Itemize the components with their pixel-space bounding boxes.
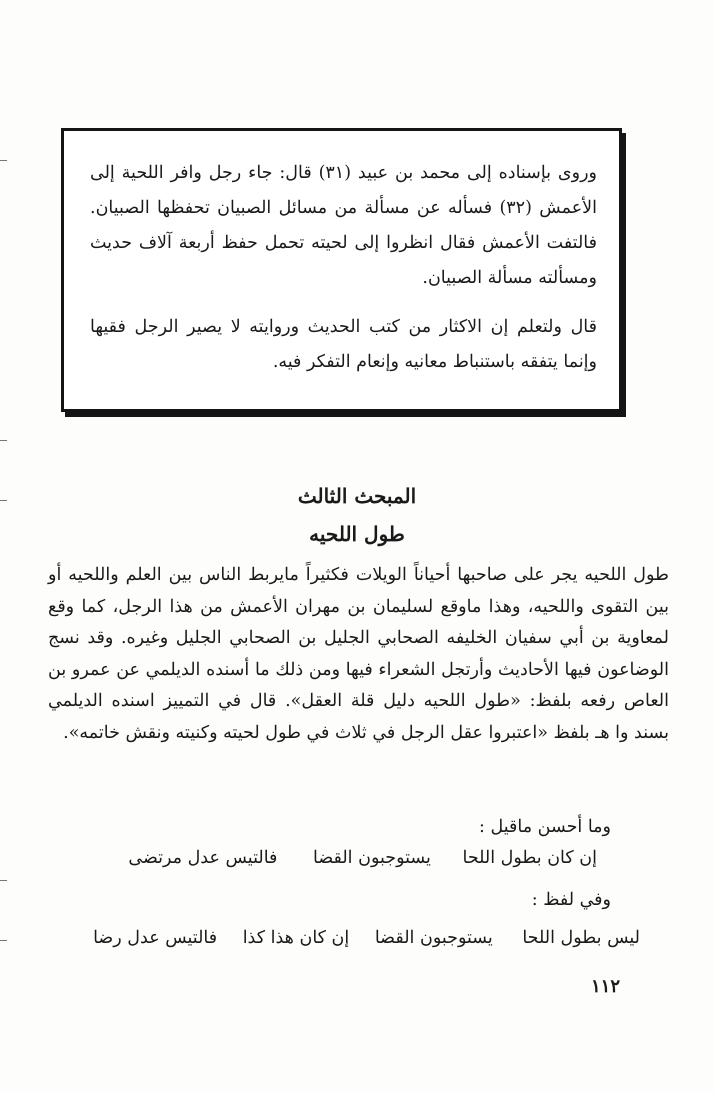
section-subtitle: طول اللحيه	[309, 522, 405, 546]
verse-2	[93, 928, 640, 948]
verse-1-part-2: يستوجبون القضا	[312, 848, 431, 868]
verse-1	[128, 848, 597, 868]
verse-1-part-3: فالتيس عدل مرتضى	[128, 848, 278, 868]
verse-2-part-3: إن كان هذا كذا	[242, 928, 350, 948]
quote-intro: وما أحسن ماقيل :	[479, 817, 611, 837]
verse-2-part-2: يستوجبون القضا	[374, 928, 493, 948]
body-paragraph: طول اللحيه يجر على صاحبها أحياناً الويلات فكثيراً مايربط الناس بين العلم واللحيه أو بين التقوى واللحيه، وهذا ماوقع لسليمان بن مهران الأعمش من هذا الرجل، كما وقع لمعاوية بن أبي سفيان الخليفه الصحابي الجليل بن الصحابي الجليل وغيره. وقد نسج الوضاعون فيها الأحاديث وأرتجل الشعراء فيها ومن ذلك ما أسنده الديلمي عن عمرو بن العاص رفعه بلفظ: «طول اللحيه دليل قلة العقل». قال في التمييز اسنده الديلمي بسند وا هـ بلفظ «اعتبروا عقل الرجل في ثلاث في طول لحيته وكنيته ونقش خاتمه».	[48, 565, 669, 743]
page-number: ١١٢	[591, 976, 621, 997]
box-paragraph-1: وروى بإسناده إلى محمد بن عبيد (٣١) قال: جاء رجل وافر اللحية إلى الأعمش (٣٢) فسأله عن مسألة من مسائل الصبيان تحفظها الصبيان. فالتفت الأعمش فقال انظروا إلى لحيته تحمل حفظ أربعة آلاف حديث ومسألته مسألة الصبيان.	[90, 163, 597, 288]
verse-1-part-1: إن كان بطول اللحا	[462, 848, 597, 868]
verse-2-part-4: فالتيس عدل رضا	[93, 928, 218, 948]
alt-intro: وفي لفظ :	[531, 890, 611, 910]
box-paragraph-2: قال ولتعلم إن الاكثار من كتب الحديث وروايته لا يصير الرجل فقيها وإنما يتفقه باستنباط معانيه وإنعام التفكر فيه.	[90, 317, 597, 372]
section-title: المبحث الثالث	[297, 484, 417, 508]
margin-mark	[0, 940, 7, 941]
boxed-quotation	[61, 128, 622, 412]
margin-mark	[0, 440, 7, 441]
margin-mark	[0, 880, 7, 881]
verse-2-part-1: ليس بطول اللحا	[522, 928, 640, 948]
margin-mark	[0, 160, 7, 161]
